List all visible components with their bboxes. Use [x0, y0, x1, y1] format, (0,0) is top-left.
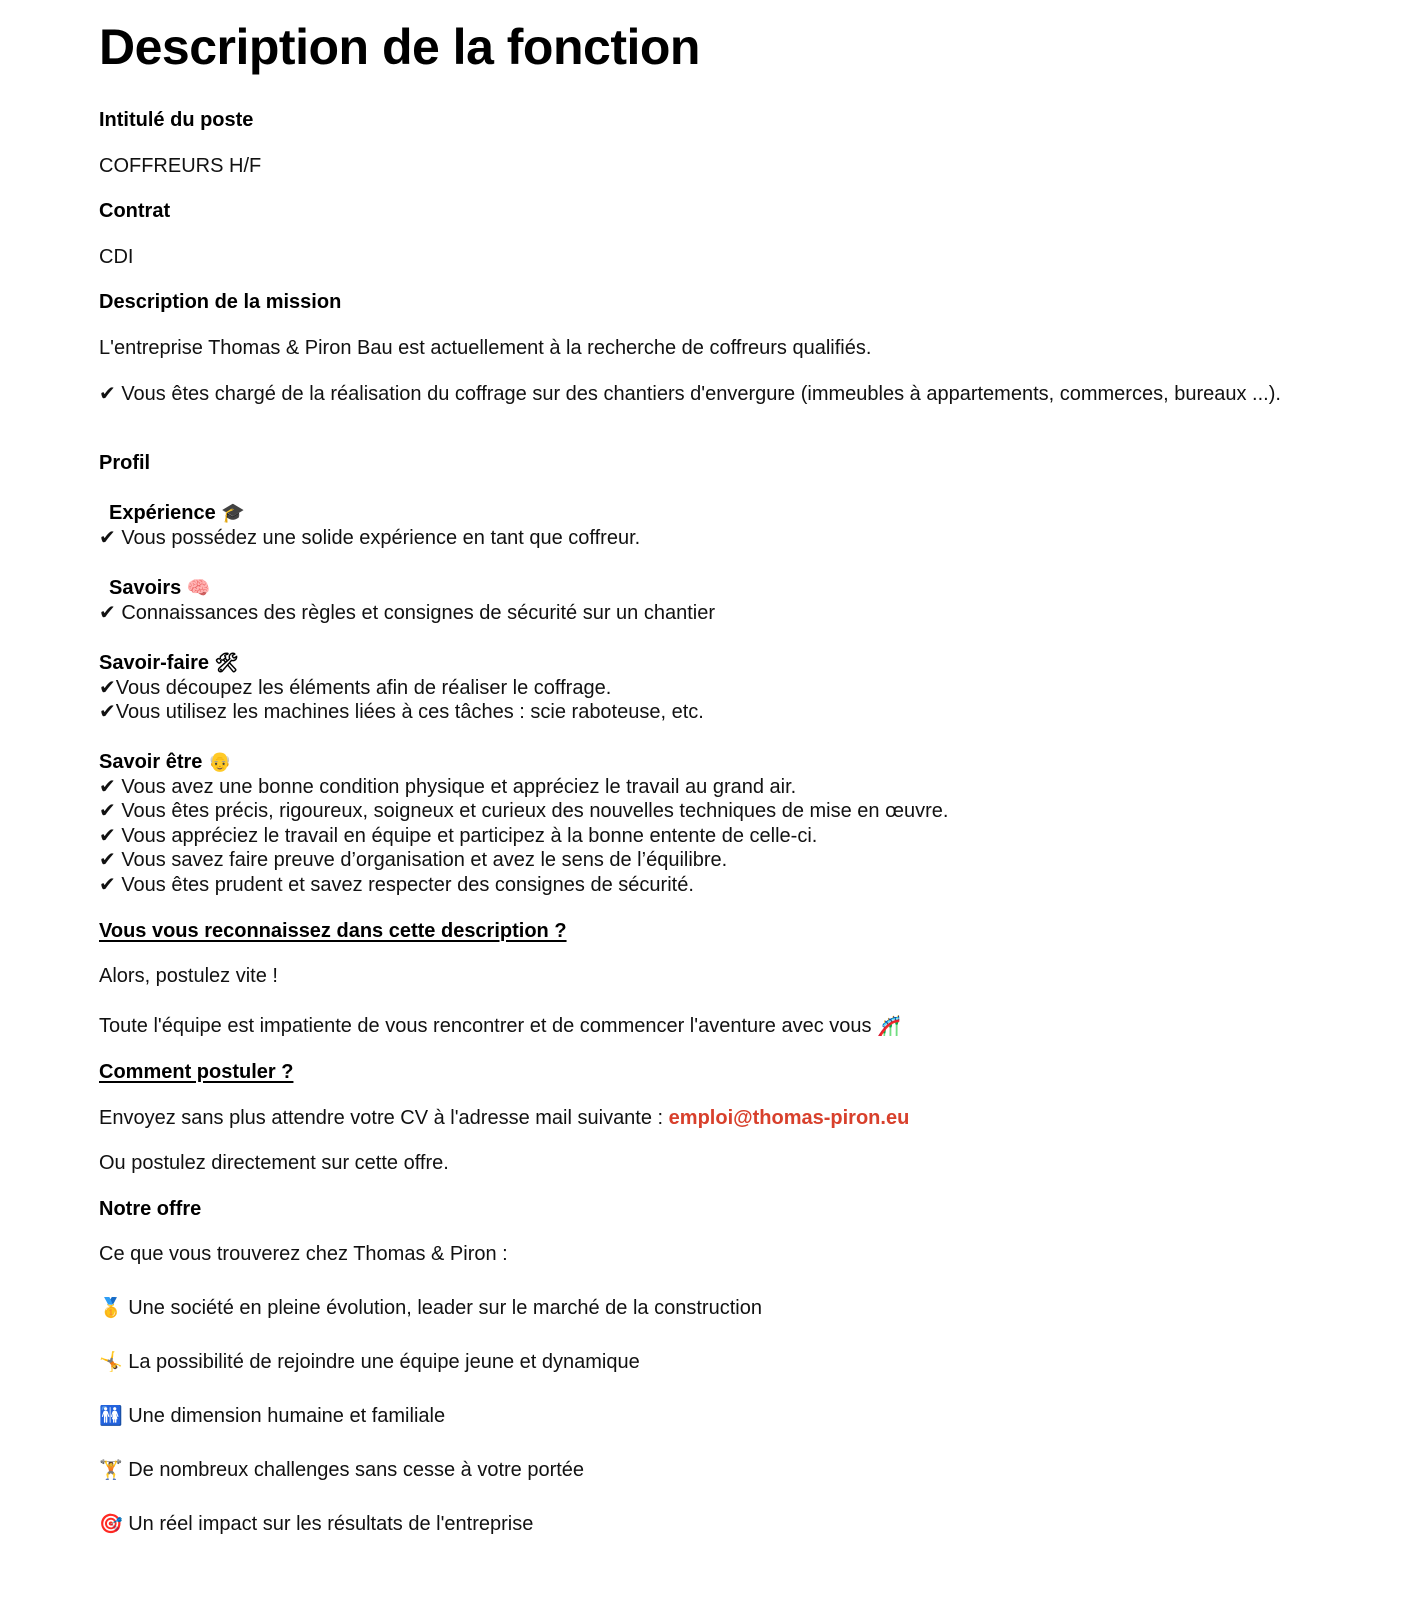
offer-item: [99, 1404, 445, 1428]
savoir-faire-item: ✔Vous découpez les éléments afin de réaliser le coffrage.: [99, 677, 612, 699]
offer-item: [99, 1512, 533, 1536]
cta-line1: Alors, postulez vite !: [99, 965, 278, 987]
mission-intro: L'entreprise Thomas & Piron Bau est actuellement à la recherche de coffreurs qualifiés.: [99, 337, 872, 359]
job-title-label: Intitulé du poste: [99, 109, 254, 131]
hammer-wrench-icon: 🛠: [214, 652, 239, 674]
brain-icon: 🧠: [186, 577, 211, 599]
offer-item: [99, 1350, 640, 1374]
offer-item: [99, 1296, 762, 1320]
savoir-etre-item: ✔ Vous êtes prudent et savez respecter des consignes de sécurité.: [99, 874, 694, 896]
person-face-icon: 👴: [207, 751, 232, 773]
savoir-etre-item: ✔ Vous savez faire preuve d’organisation et avez le sens de l’équilibre.: [99, 849, 728, 871]
offer-item-text: Une dimension humaine et familiale: [128, 1405, 446, 1427]
apply-text-label: Envoyez sans plus attendre votre CV à l'adresse mail suivante :: [99, 1107, 664, 1129]
cta-heading: Vous vous reconnaissez dans cette description ?: [99, 920, 567, 942]
contract-label: Contrat: [99, 200, 171, 222]
savoirs-item: ✔ Connaissances des règles et consignes de sécurité sur un chantier: [99, 602, 715, 624]
medal-icon: 🥇: [99, 1297, 123, 1319]
job-title-value: COFFREURS H/F: [99, 155, 262, 177]
target-icon: 🎯: [99, 1513, 123, 1535]
experience-heading: [109, 501, 245, 525]
roller-coaster-icon: 🎢: [877, 1015, 901, 1037]
cartwheel-icon: 🤸: [99, 1351, 123, 1373]
graduation-cap-icon: 🎓: [221, 502, 245, 524]
cta-line2: [99, 1014, 901, 1038]
experience-item: ✔ Vous possédez une solide expérience en tant que coffreur.: [99, 527, 641, 549]
offer-item: [99, 1458, 584, 1482]
apply-text: [99, 1106, 909, 1130]
savoir-faire-heading-text: Savoir-faire: [99, 652, 210, 674]
contract-value: CDI: [99, 246, 134, 268]
family-icon: 🚻: [99, 1405, 123, 1427]
mission-label: Description de la mission: [99, 291, 342, 313]
experience-heading-text: Expérience: [109, 502, 216, 524]
savoir-etre-item: ✔ Vous êtes précis, rigoureux, soigneux et curieux des nouvelles techniques de mise en œuvre.: [99, 800, 949, 822]
savoir-etre-heading-text: Savoir être: [99, 751, 203, 773]
savoir-etre-item: ✔ Vous appréciez le travail en équipe et participez à la bonne entente de celle-ci.: [99, 825, 818, 847]
offer-item-text: Une société en pleine évolution, leader sur le marché de la construction: [128, 1297, 762, 1319]
offer-heading: Notre offre: [99, 1198, 202, 1220]
savoirs-heading-text: Savoirs: [109, 577, 182, 599]
savoir-etre-item: ✔ Vous avez une bonne condition physique et appréciez le travail au grand air.: [99, 776, 797, 798]
savoir-faire-item: ✔Vous utilisez les machines liées à ces tâches : scie raboteuse, etc.: [99, 701, 704, 723]
offer-item-text: Un réel impact sur les résultats de l'entreprise: [128, 1513, 534, 1535]
savoir-faire-heading: [99, 651, 239, 675]
cta-line2-text: Toute l'équipe est impatiente de vous rencontrer et de commencer l'aventure avec vous: [99, 1015, 872, 1037]
email-link[interactable]: emploi@thomas-piron.eu: [668, 1107, 910, 1129]
page-title: Description de la fonction: [99, 19, 700, 75]
offer-item-text: De nombreux challenges sans cesse à votre portée: [128, 1459, 585, 1481]
savoir-etre-heading: [99, 750, 232, 774]
offer-item-text: La possibilité de rejoindre une équipe jeune et dynamique: [128, 1351, 640, 1373]
savoirs-heading: [109, 576, 211, 600]
weightlifter-icon: 🏋: [99, 1459, 123, 1481]
apply-heading: Comment postuler ?: [99, 1061, 294, 1083]
mission-item: ✔ Vous êtes chargé de la réalisation du coffrage sur des chantiers d'envergure (immeubles à appartements, commerces, bureaux ...).: [99, 383, 1281, 405]
apply-alt: Ou postulez directement sur cette offre.: [99, 1152, 449, 1174]
offer-intro: Ce que vous trouverez chez Thomas & Piron :: [99, 1243, 508, 1265]
profile-label: Profil: [99, 452, 151, 474]
